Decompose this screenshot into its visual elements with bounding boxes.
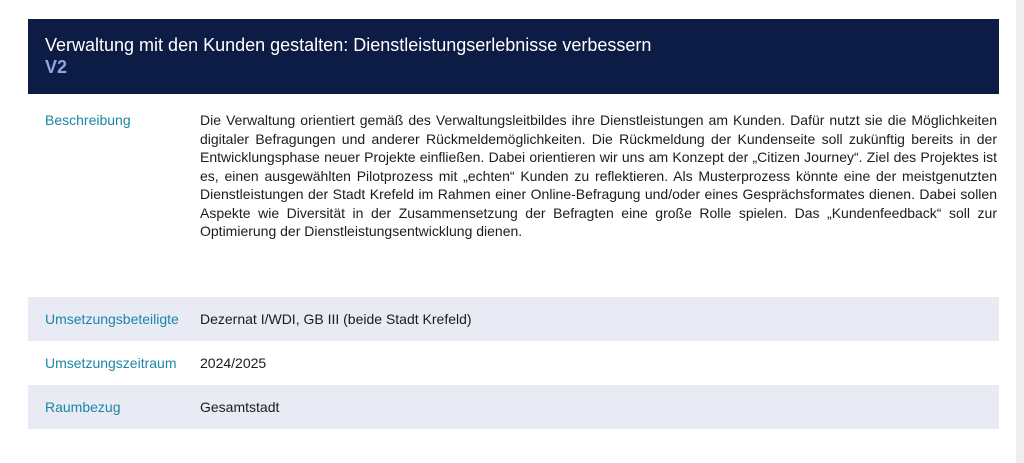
row-label: Beschreibung	[45, 112, 131, 128]
row-value: Gesamtstadt	[200, 399, 280, 415]
row-label: Raumbezug	[45, 399, 121, 415]
row-umsetzungszeitraum	[28, 341, 999, 385]
row-raumbezug	[28, 385, 999, 429]
row-label: Umsetzungszeitraum	[45, 355, 177, 371]
card-header	[28, 19, 999, 94]
row-value: Die Verwaltung orientiert gemäß des Verwaltungsleitbildes ihre Dienstleistungen am Kunden. Dafür nutzt sie die Möglichkeiten digitaler Befragungen und anderer Rückmeldemöglichkeiten. Die Rückmeldung der Kundenseite soll zukünftig bereits in der Entwicklungsphase neuer Projekte einfließen. Dabei orientieren wir uns am Konzept der „Citizen Journey“. Ziel des Projektes ist es, einen ausgewählten Pilotprozess mit „echten“ Kunden zu reflektieren. Als Musterprozess könnte eine der meistgenutzten Dienstleistungen der Stadt Krefeld im Rahmen einer Online-Befragung und/oder eines Gesprächsformates dienen. Dabei sollen Aspekte wie Diversität in der Zusammensetzung der Befragten eine große Rolle spielen. Das „Kundenfeedback“ soll zur Optimierung der Dienstleistungsentwicklung dienen.	[200, 112, 997, 239]
measure-card	[28, 19, 999, 429]
row-label: Umsetzungsbeteiligte	[45, 311, 179, 327]
card-version: V2	[45, 57, 68, 77]
page-edge-strip	[1016, 0, 1024, 463]
row-value: 2024/2025	[200, 355, 267, 371]
row-beschreibung	[28, 94, 999, 297]
card-title: Verwaltung mit den Kunden gestalten: Dienstleistungserlebnisse verbessern	[45, 35, 652, 55]
row-value: Dezernat I/WDI, GB III (beide Stadt Krefeld)	[200, 311, 472, 327]
row-umsetzungsbeteiligte	[28, 297, 999, 341]
